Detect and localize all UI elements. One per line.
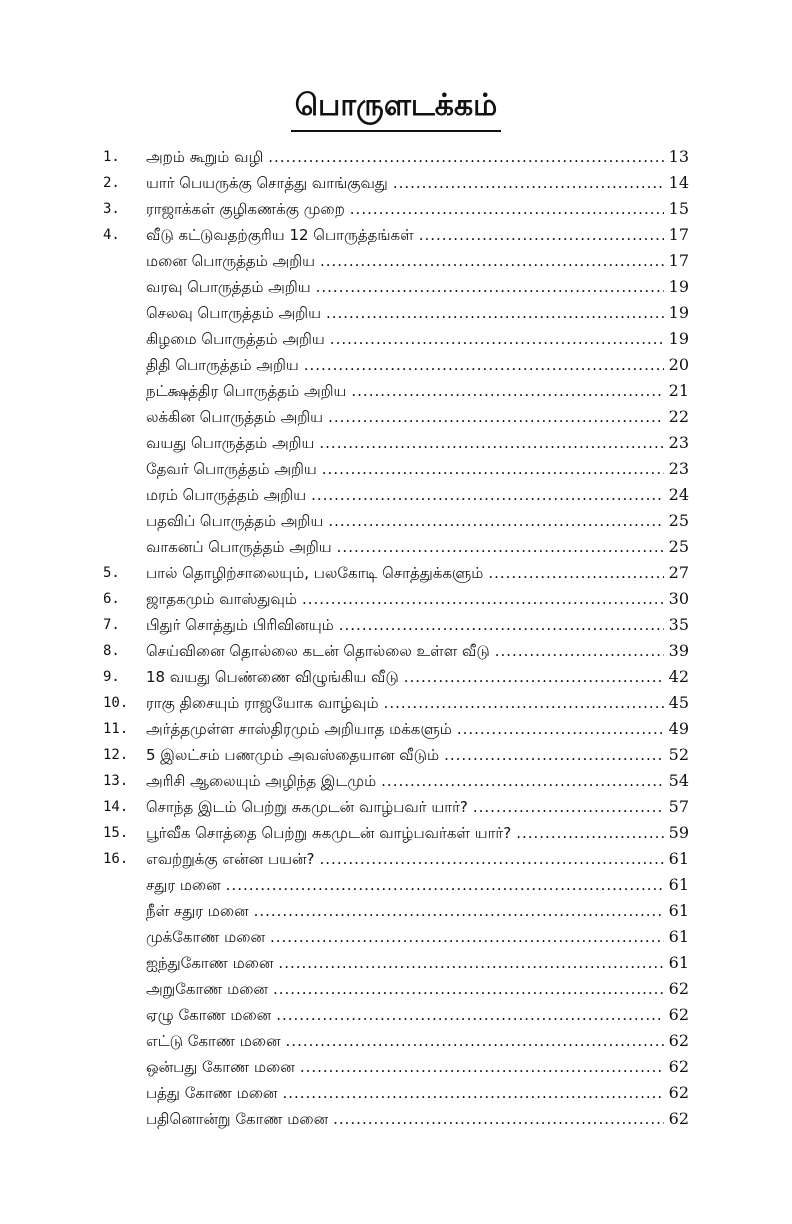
toc-page-number: 62 xyxy=(668,1005,689,1024)
toc-entry xyxy=(146,742,689,768)
toc-row xyxy=(0,1106,792,1132)
toc-row xyxy=(0,768,792,794)
toc-page-number: 19 xyxy=(668,277,689,296)
toc-entry-title: ராஜாக்கள் குழிகணக்கு முறை xyxy=(146,200,345,218)
dot-leader xyxy=(226,872,664,898)
toc-entry xyxy=(146,1054,689,1080)
dot-leader xyxy=(393,170,664,196)
toc-entry-number: 6. xyxy=(103,591,120,607)
toc-row xyxy=(0,820,792,846)
dot-leader xyxy=(495,638,664,664)
toc-row xyxy=(0,872,792,898)
toc-row xyxy=(0,222,792,248)
toc-entry-title: சொந்த இடம் பெற்று சுகமுடன் வாழ்பவர் யார்? xyxy=(146,798,468,816)
toc-entry-title: சதுர மனை xyxy=(146,876,221,894)
toc-entry-title: திதி பொருத்தம் அறிய xyxy=(146,356,299,374)
toc-row xyxy=(0,534,792,560)
toc-page-number: 61 xyxy=(668,875,689,894)
page-title xyxy=(0,86,792,132)
toc-page-number: 14 xyxy=(668,173,689,192)
toc-page-number: 23 xyxy=(668,459,689,478)
toc-entry xyxy=(146,430,689,456)
toc-entry-number: 9. xyxy=(103,669,120,685)
toc-row xyxy=(0,586,792,612)
toc-entry xyxy=(146,846,689,872)
toc-entry-title: ஜாதகமும் வாஸ்துவும் xyxy=(146,590,297,608)
toc-row xyxy=(0,196,792,222)
dot-leader xyxy=(326,300,664,326)
toc-page-number: 61 xyxy=(668,927,689,946)
toc-page-number: 62 xyxy=(668,1057,689,1076)
toc-entry-title: 5 இலட்சம் பணமும் அவஸ்தையான வீடும் xyxy=(146,746,440,764)
toc-entry xyxy=(146,690,689,716)
toc-row xyxy=(0,378,792,404)
toc-row xyxy=(0,144,792,170)
toc-page-number: 35 xyxy=(668,615,689,634)
toc-page-number: 17 xyxy=(668,251,689,270)
toc-row xyxy=(0,794,792,820)
toc-entry xyxy=(146,534,689,560)
toc-page-number: 62 xyxy=(668,979,689,998)
dot-leader xyxy=(337,534,664,560)
toc-row xyxy=(0,612,792,638)
toc-entry xyxy=(146,768,689,794)
toc-row xyxy=(0,976,792,1002)
dot-leader xyxy=(350,196,664,222)
toc-entry-number: 4. xyxy=(103,227,120,243)
toc-entry-number: 14. xyxy=(103,799,129,815)
dot-leader xyxy=(339,612,664,638)
toc-page-number: 61 xyxy=(668,953,689,972)
toc-entry xyxy=(146,222,689,248)
toc-entry-title: எவற்றுக்கு என்ன பயன்? xyxy=(146,850,315,868)
toc-entry-number: 15. xyxy=(103,825,129,841)
dot-leader xyxy=(268,144,663,170)
dot-leader xyxy=(273,976,664,1002)
toc-entry-title: செய்வினை தொல்லை கடன் தொல்லை உள்ள வீடு xyxy=(146,642,490,660)
dot-leader xyxy=(404,664,664,690)
dot-leader xyxy=(444,742,664,768)
dot-leader xyxy=(322,456,664,482)
dot-leader xyxy=(328,404,664,430)
toc-entry xyxy=(146,378,689,404)
toc-row xyxy=(0,326,792,352)
toc-entry-title: பிதுர் சொத்தும் பிரிவினயும் xyxy=(146,616,334,634)
toc-entry xyxy=(146,664,689,690)
toc-entry-title: எட்டு கோண மனை xyxy=(146,1032,281,1050)
toc-entry xyxy=(146,248,689,274)
toc-entry-number: 3. xyxy=(103,201,120,217)
toc-entry xyxy=(146,326,689,352)
toc-entry-title: அரிசி ஆலையும் அழிந்த இடமும் xyxy=(146,772,377,790)
toc-page-number: 19 xyxy=(668,329,689,348)
toc-row xyxy=(0,664,792,690)
toc-entry-title: பதவிப் பொருத்தம் அறிய xyxy=(146,512,324,530)
toc-entry xyxy=(146,716,689,742)
toc-entry-number: 7. xyxy=(103,617,120,633)
toc-entry xyxy=(146,196,689,222)
toc-entry xyxy=(146,170,689,196)
toc-row xyxy=(0,1080,792,1106)
toc-page-number: 59 xyxy=(668,823,689,842)
toc-entry-number: 13. xyxy=(103,773,129,789)
toc-entry xyxy=(146,274,689,300)
toc-page-number: 45 xyxy=(668,693,689,712)
toc-entry xyxy=(146,404,689,430)
dot-leader xyxy=(384,690,664,716)
toc-entry-title: அறம் கூறும் வழி xyxy=(146,148,264,166)
toc-entry xyxy=(146,352,689,378)
dot-leader xyxy=(276,1002,663,1028)
dot-leader xyxy=(457,716,664,742)
toc-entry-title: முக்கோண மனை xyxy=(146,928,265,946)
dot-leader xyxy=(320,248,664,274)
toc-entry-title: ஐந்துகோண மனை xyxy=(146,954,274,972)
toc-page-number: 24 xyxy=(668,485,689,504)
toc-row xyxy=(0,456,792,482)
dot-leader xyxy=(488,560,663,586)
toc-entry-title: வாகனப் பொருத்தம் அறிய xyxy=(146,538,332,556)
toc-entry-title: மரம் பொருத்தம் அறிய xyxy=(146,486,307,504)
toc-entry-title: ஏழு கோண மனை xyxy=(146,1006,272,1024)
dot-leader xyxy=(516,820,663,846)
dot-leader xyxy=(419,222,664,248)
dot-leader xyxy=(381,768,663,794)
dot-leader xyxy=(316,274,664,300)
toc-page-number: 27 xyxy=(668,563,689,582)
toc-entry-title: பால் தொழிற்சாலையும், பலகோடி சொத்துக்களும் xyxy=(146,564,484,582)
dot-leader xyxy=(330,326,664,352)
toc-entry xyxy=(146,1080,689,1106)
toc-page-number: 25 xyxy=(668,537,689,556)
toc-entry-title: கிழமை பொருத்தம் அறிய xyxy=(146,330,325,348)
toc-page-number: 17 xyxy=(668,225,689,244)
toc-row xyxy=(0,482,792,508)
dot-leader xyxy=(278,950,663,976)
toc-row xyxy=(0,274,792,300)
toc-entry xyxy=(146,300,689,326)
dot-leader xyxy=(304,352,664,378)
toc-entry xyxy=(146,820,689,846)
toc-row xyxy=(0,950,792,976)
toc-entry-number: 2. xyxy=(103,175,120,191)
toc-entry-title: மனை பொருத்தம் அறிய xyxy=(146,252,315,270)
toc-entry xyxy=(146,612,689,638)
toc-entry-title: ஒன்பது கோண மனை xyxy=(146,1058,295,1076)
toc-row xyxy=(0,430,792,456)
toc-entry xyxy=(146,560,689,586)
toc-entry xyxy=(146,924,689,950)
toc-entry xyxy=(146,482,689,508)
toc-entry-title: செலவு பொருத்தம் அறிய xyxy=(146,304,321,322)
toc-page-number: 42 xyxy=(668,667,689,686)
toc-entry-title: லக்கின பொருத்தம் அறிய xyxy=(146,408,324,426)
toc-page-number: 15 xyxy=(668,199,689,218)
dot-leader xyxy=(302,586,664,612)
toc-page-number: 39 xyxy=(668,641,689,660)
toc-row xyxy=(0,1002,792,1028)
toc-entry-title: வீடு கட்டுவதற்குரிய 12 பொருத்தங்கள் xyxy=(146,226,414,244)
toc-row xyxy=(0,638,792,664)
toc-page-number: 13 xyxy=(668,147,689,166)
toc-page-number: 20 xyxy=(668,355,689,374)
toc-entry xyxy=(146,586,689,612)
toc-row xyxy=(0,248,792,274)
toc-page-number: 62 xyxy=(668,1031,689,1050)
toc-row xyxy=(0,846,792,872)
dot-leader xyxy=(254,898,664,924)
page-title-text: பொருளடக்கம் xyxy=(291,86,502,132)
dot-leader xyxy=(319,430,663,456)
dot-leader xyxy=(328,508,663,534)
toc-entry xyxy=(146,1106,689,1132)
toc-row xyxy=(0,352,792,378)
toc-entry-title: வயது பொருத்தம் அறிய xyxy=(146,434,315,452)
toc-entry xyxy=(146,898,689,924)
toc-entry-number: 10. xyxy=(103,695,129,711)
dot-leader xyxy=(311,482,664,508)
dot-leader xyxy=(270,924,664,950)
toc-row xyxy=(0,924,792,950)
toc-page-number: 62 xyxy=(668,1083,689,1102)
toc-entry-title: 18 வயது பெண்ணை விழுங்கிய வீடு xyxy=(146,668,399,686)
toc-entry xyxy=(146,872,689,898)
dot-leader xyxy=(300,1054,664,1080)
toc-entry-title: ராகு திசையும் ராஜயோக வாழ்வும் xyxy=(146,694,379,712)
toc-entry-title: பூர்வீக சொத்தை பெற்று சுகமுடன் வாழ்பவர்கள் யார்? xyxy=(146,824,512,842)
toc-row xyxy=(0,170,792,196)
toc-entry-title: யார் பெயருக்கு சொத்து வாங்குவது xyxy=(146,174,388,192)
toc-entry-title: பத்து கோண மனை xyxy=(146,1084,278,1102)
toc-page-number: 21 xyxy=(668,381,689,400)
toc-entry-title: நட்க்ஷத்திர பொருத்தம் அறிய xyxy=(146,382,347,400)
dot-leader xyxy=(282,1080,663,1106)
dot-leader xyxy=(473,794,664,820)
toc-entry xyxy=(146,508,689,534)
toc-entry-title: தேவர் பொருத்தம் அறிய xyxy=(146,460,317,478)
table-of-contents xyxy=(0,144,792,1132)
toc-row xyxy=(0,300,792,326)
toc-page-number: 62 xyxy=(668,1109,689,1128)
toc-page-number: 49 xyxy=(668,719,689,738)
toc-row xyxy=(0,716,792,742)
toc-entry-number: 1. xyxy=(103,149,120,165)
toc-page-number: 25 xyxy=(668,511,689,530)
toc-page-number: 23 xyxy=(668,433,689,452)
toc-entry-number: 5. xyxy=(103,565,120,581)
toc-row xyxy=(0,742,792,768)
toc-page-number: 57 xyxy=(668,797,689,816)
toc-row xyxy=(0,1054,792,1080)
toc-entry xyxy=(146,976,689,1002)
toc-page-number: 19 xyxy=(668,303,689,322)
toc-page-number: 30 xyxy=(668,589,689,608)
toc-page-number: 54 xyxy=(668,771,689,790)
toc-entry-number: 11. xyxy=(103,721,129,737)
toc-entry-title: வரவு பொருத்தம் அறிய xyxy=(146,278,311,296)
toc-entry-number: 12. xyxy=(103,747,129,763)
toc-page-number: 22 xyxy=(668,407,689,426)
toc-entry-title: நீள் சதுர மனை xyxy=(146,902,249,920)
dot-leader xyxy=(320,846,664,872)
toc-entry xyxy=(146,794,689,820)
toc-page-number: 61 xyxy=(668,901,689,920)
toc-entry-title: அர்த்தமுள்ள சாஸ்திரமும் அறியாத மக்களும் xyxy=(146,720,452,738)
toc-row xyxy=(0,404,792,430)
toc-entry-title: பதினொன்று கோண மனை xyxy=(146,1110,329,1128)
toc-page-number: 61 xyxy=(668,849,689,868)
toc-entry xyxy=(146,950,689,976)
toc-row xyxy=(0,690,792,716)
toc-entry-number: 16. xyxy=(103,851,129,867)
dot-leader xyxy=(333,1106,664,1132)
toc-entry-number: 8. xyxy=(103,643,120,659)
toc-page-number: 52 xyxy=(668,745,689,764)
toc-row xyxy=(0,508,792,534)
toc-entry xyxy=(146,144,689,170)
toc-entry xyxy=(146,456,689,482)
toc-row xyxy=(0,560,792,586)
toc-entry xyxy=(146,1028,689,1054)
dot-leader xyxy=(286,1028,664,1054)
toc-entry-title: அறுகோண மனை xyxy=(146,980,268,998)
toc-row xyxy=(0,898,792,924)
toc-entry xyxy=(146,1002,689,1028)
dot-leader xyxy=(351,378,663,404)
toc-entry xyxy=(146,638,689,664)
toc-row xyxy=(0,1028,792,1054)
